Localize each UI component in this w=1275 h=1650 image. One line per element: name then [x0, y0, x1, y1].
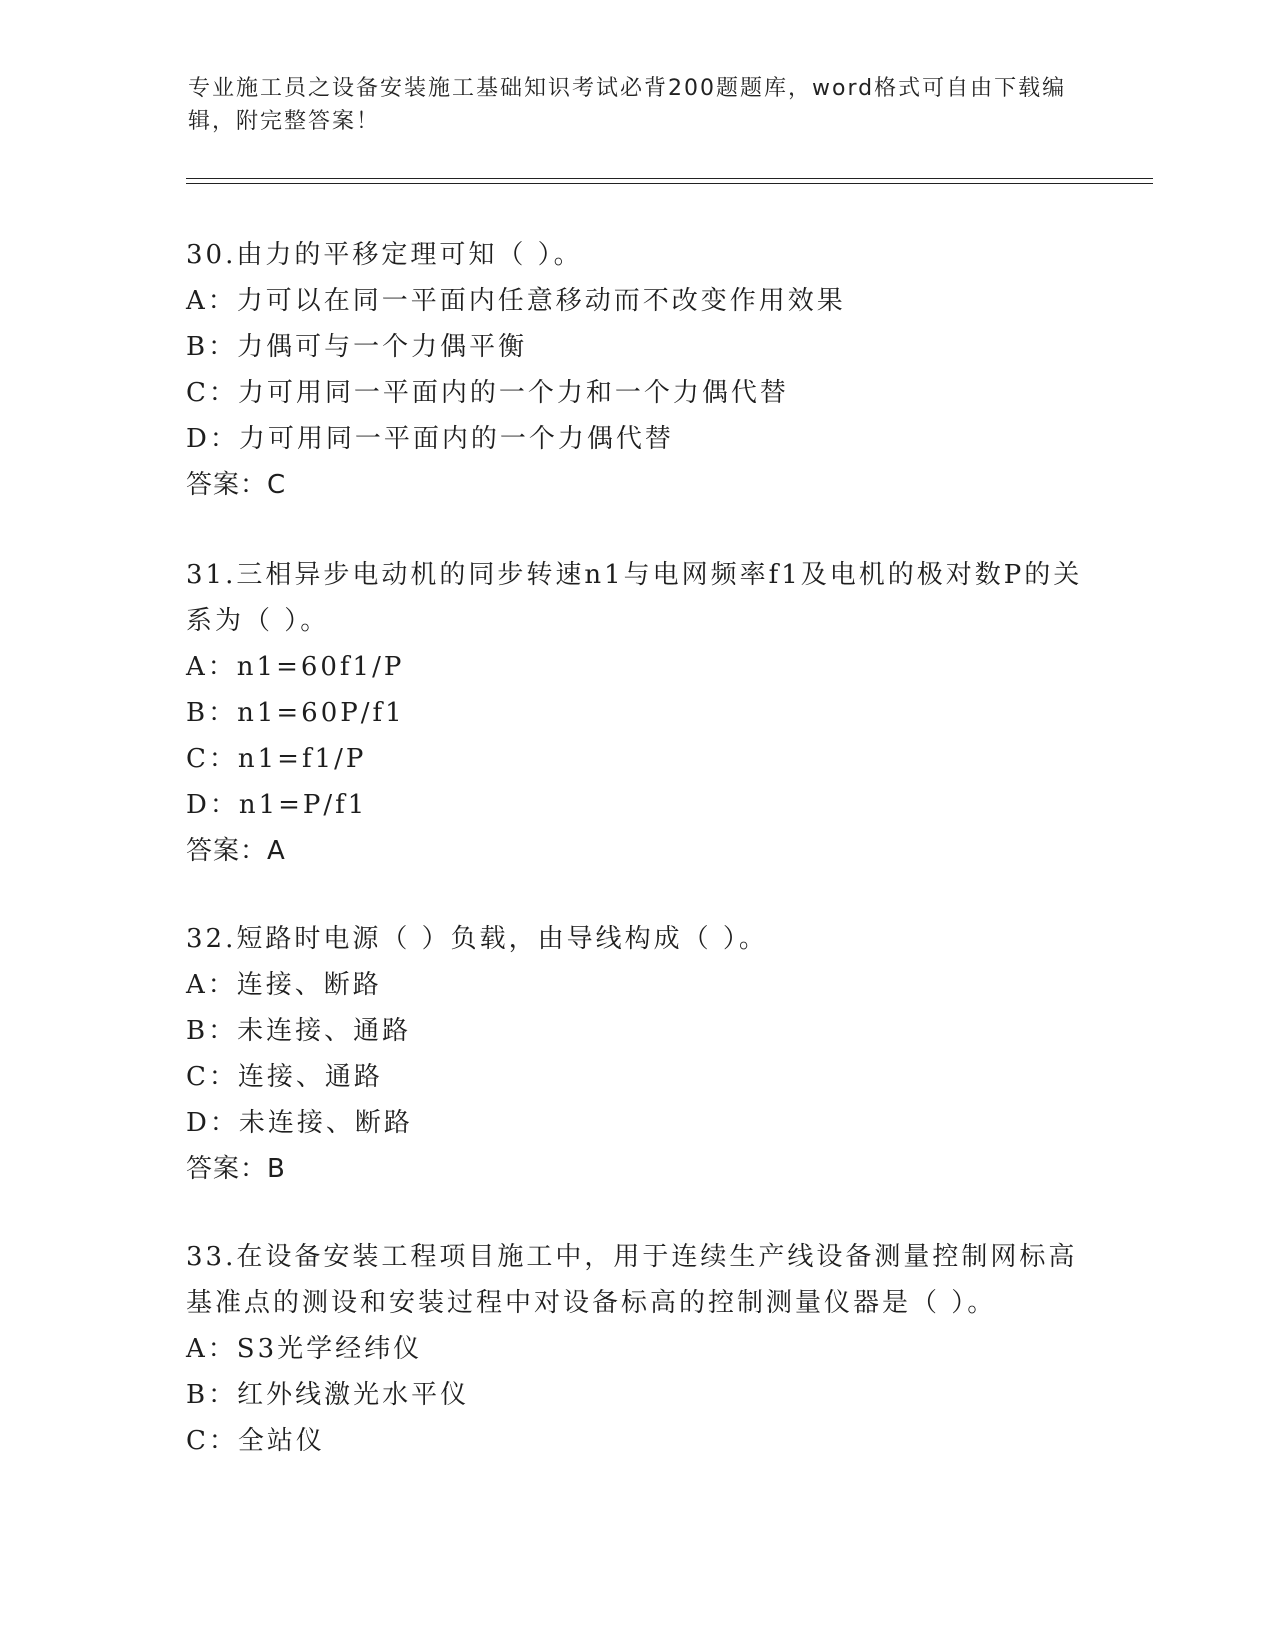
option-a: A：S3光学经纬仪: [186, 1334, 423, 1364]
option-b: B：红外线激光水平仪: [186, 1380, 470, 1410]
option-a: A：连接、断路: [186, 970, 382, 1000]
question-31: [186, 552, 1086, 874]
header-rule-top: [186, 178, 1153, 179]
answer: 答案：A: [186, 836, 286, 866]
question-stem: 32.短路时电源（ ）负载，由导线构成（ ）。: [186, 924, 768, 954]
question-stem: 30.由力的平移定理可知（ ）。: [186, 240, 583, 270]
answer: 答案：C: [186, 470, 287, 500]
question-30: [186, 232, 1086, 508]
answer: 答案：B: [186, 1154, 286, 1184]
option-b: B：力偶可与一个力偶平衡: [186, 332, 528, 362]
option-b: B：未连接、通路: [186, 1016, 412, 1046]
option-c: C：力可用同一平面内的一个力和一个力偶代替: [186, 378, 789, 408]
option-a: A：力可以在同一平面内任意移动而不改变作用效果: [186, 286, 846, 316]
question-stem: 31.三相异步电动机的同步转速n1与电网频率f1及电机的极对数P的关系为（ ）。: [186, 560, 1083, 636]
question-stem: 33.在设备安装工程项目施工中，用于连续生产线设备测量控制网标高基准点的测设和安装过程中对设备标高的控制测量仪器是（ ）。: [186, 1242, 1078, 1318]
option-b: B：n1=60P/f1: [186, 698, 405, 728]
header-rule-bottom: [186, 183, 1153, 184]
option-a: A：n1=60f1/P: [186, 652, 405, 682]
question-32: [186, 916, 1086, 1192]
option-c: C：全站仪: [186, 1426, 325, 1456]
option-d: D：力可用同一平面内的一个力偶代替: [186, 424, 674, 454]
option-c: C：n1=f1/P: [186, 744, 367, 774]
document-header: 专业施工员之设备安装施工基础知识考试必背200题题库，word格式可自由下载编辑，附完整答案！: [188, 76, 1067, 134]
option-d: D：未连接、断路: [186, 1108, 413, 1138]
option-c: C：连接、通路: [186, 1062, 383, 1092]
option-d: D：n1=P/f1: [186, 790, 368, 820]
question-33: [186, 1234, 1086, 1464]
